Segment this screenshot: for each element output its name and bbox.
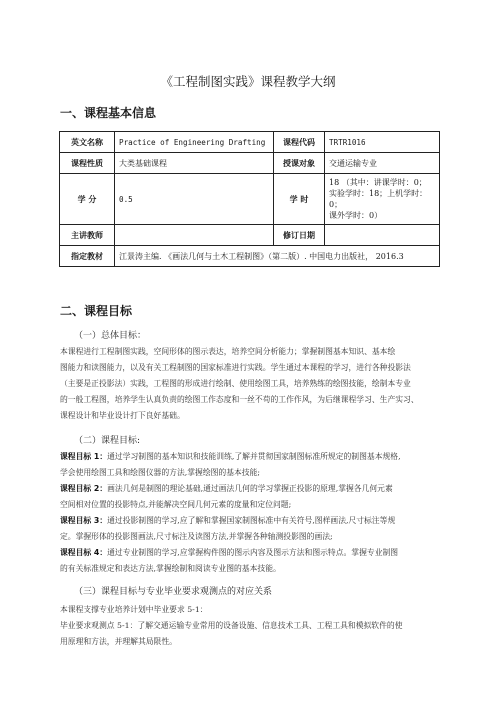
overall-objective-heading: （一）总体目标： <box>74 331 147 341</box>
objective-text: 通过学习制图的基本知识和技能训练,了解并贯彻国家制图标准所规定的制图基本规格, <box>107 452 401 461</box>
hours-label: 学 时 <box>274 174 325 225</box>
relation-heading: （三）课程目标与专业毕业要求观测点的对应关系 <box>74 587 273 597</box>
objective-label: 课程目标 1： <box>60 452 108 461</box>
paragraph-line: 毕业要求观测点 5-1：了解交通运输专业常用的设备设施、信息技术工具、工程工具和模拟软件的使 <box>60 621 403 630</box>
objective-text: 通过专业制图的学习,应掌握构件图的图示内容及图示方法和图示特点。掌握专业制图 <box>107 548 399 557</box>
objectives-list <box>60 449 460 577</box>
objective-text: 空间相对位置的投影特点,并能解决空间几何元素的度量和定位问题; <box>60 500 292 509</box>
paragraph-line: 用原理和方法，并理解其局限性。 <box>60 637 177 646</box>
paragraph-line: 课程设计和毕业设计打下良好基础。 <box>60 411 185 420</box>
hours-value <box>325 174 440 225</box>
list-item <box>60 513 460 529</box>
teacher-value <box>115 225 274 246</box>
list-item <box>60 449 460 465</box>
list-item <box>60 545 460 561</box>
table-row <box>60 174 440 225</box>
hours-line: 课外学时：0） <box>329 211 383 220</box>
objective-label: 课程目标 4： <box>60 548 108 557</box>
revise-date-value <box>325 225 440 246</box>
overall-objective-paragraph <box>60 344 460 424</box>
course-code-label: 课程代码 <box>274 132 325 153</box>
nature-value: 大类基础课程 <box>115 153 274 174</box>
audience-value: 交通运输专业 <box>325 153 440 174</box>
en-name-value: Practice of Engineering Drafting <box>115 132 274 153</box>
objective-label: 课程目标 2： <box>60 484 108 493</box>
hours-line: 18 （其中：讲课学时：0； <box>329 178 427 187</box>
teacher-label: 主讲教师 <box>60 225 115 246</box>
paragraph-line: 本课程进行工程制图实践，空间形体的图示表达，培养空间分析能力；掌握制图基本知识、基本绘 <box>60 347 396 356</box>
objective-label: 课程目标 3： <box>60 516 108 525</box>
table-row <box>60 225 440 246</box>
course-info-table <box>59 131 440 267</box>
specific-objectives-heading: （二）课程目标: <box>74 436 141 446</box>
section-heading-objectives: 二、课程目标 <box>60 304 133 318</box>
list-item <box>60 481 460 497</box>
objective-text: 学会使用绘图工具和绘图仪器的方法,掌握绘图的基本技能; <box>60 468 261 477</box>
section-heading-basic-info: 一、课程基本信息 <box>60 106 157 120</box>
table-row <box>60 132 440 153</box>
credit-label: 学 分 <box>60 174 115 225</box>
objective-text: 画法几何是制图的理论基础,通过画法几何的学习掌握正投影的原理,掌握各几何元素 <box>107 484 393 493</box>
paragraph-line: 图能力和读图能力，以及有关工程制图的国家标准进行实践。学生通过本课程的学习，进行各种投影法 <box>60 363 411 372</box>
revise-date-label: 修订日期 <box>274 225 325 246</box>
textbook-label: 指定教材 <box>60 246 115 267</box>
objective-text: 定。掌握形体的投影图画法,尺寸标注及读图方法,并掌握各种轴测投影图的画法; <box>60 532 333 541</box>
audience-label: 授课对象 <box>274 153 325 174</box>
credit-value: 0.5 <box>115 174 274 225</box>
objective-text: 通过投影制图的学习,应了解和掌握国家制图标准中有关符号,图样画法,尺寸标注等规 <box>107 516 396 525</box>
hours-line: 实验学时：18；上机学时：0； <box>329 189 428 209</box>
en-name-label: 英文名称 <box>60 132 115 153</box>
textbook-value: 江景涛主编. 《画法几何与土木工程制图》（第二版）. 中国电力出版社， 2016.3 <box>115 246 440 267</box>
table-row <box>60 246 440 267</box>
relation-paragraph <box>60 602 460 650</box>
table-row <box>60 153 440 174</box>
paragraph-line: 的一般工程图，培养学生认真负责的绘图工作态度和一丝不苟的工作作风，为后继课程学习、生产实习、 <box>60 395 419 404</box>
nature-label: 课程性质 <box>60 153 115 174</box>
paragraph-line: 本课程支撑专业培养计划中毕业要求 5-1： <box>60 605 208 614</box>
course-code-value: TRTR1016 <box>325 132 440 153</box>
objective-text: 的有关标准规定和表达方法,掌握绘制和阅读专业图的基本技能。 <box>60 564 281 573</box>
document-title: 《工程制图实践》课程教学大纲 <box>160 74 336 89</box>
paragraph-line: （主要是正投影法）实践，工程图的形成进行绘制、使用绘图工具，培养熟练的绘图技能，绘制本专业 <box>60 379 411 388</box>
